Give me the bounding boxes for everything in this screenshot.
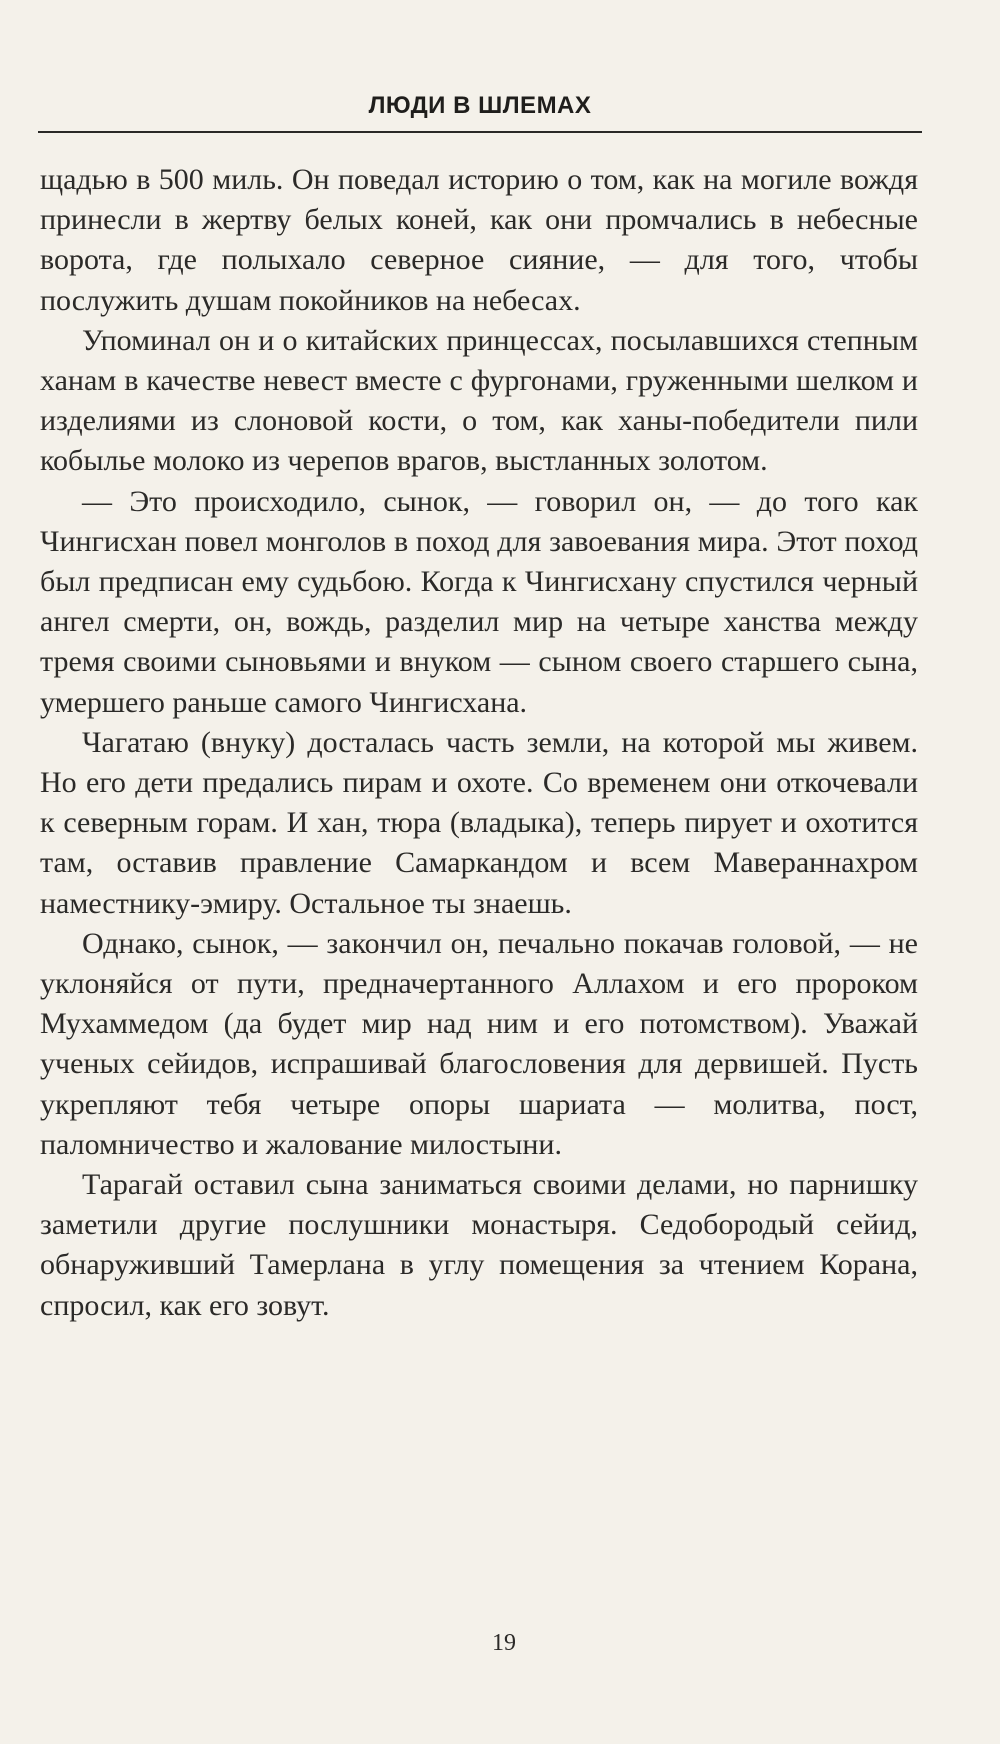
paragraph-2: Упоминал он и о китайских принцессах, посылавшихся степным ханам в качестве невест вместе с фургонами, груженными шелком и изделиями из слоновой кости, о том, как ханы-победители пили кобылье молоко из черепов врагов, выстланных золотом. (40, 323, 918, 478)
paragraph-5: Однако, сынок, — закончил он, печально покачав головой, — не уклоняйся от пути, предначертанного Аллахом и его пророком Мухаммедом (да будет мир над ним и его потомством). Уважай ученых сейидов, испрашивай благословения для дервишей. Пусть укрепляют тебя четыре опоры шариата — молитва, пост, паломничество и жалование милостыни. (40, 926, 918, 1161)
running-title: ЛЮДИ В ШЛЕМАХ (368, 92, 592, 119)
paragraph-6: Тарагай оставил сына заниматься своими делами, но парнишку заметили другие послушники монастыря. Седобородый сейид, обнаруживший Тамерлана в углу помещения за чтением Корана, спросил, как его зовут. (40, 1168, 918, 1322)
body-text (40, 160, 918, 1326)
paragraph-4: Чагатаю (внуку) досталась часть земли, на которой мы живем. Но его дети предались пирам и охоте. Со временем они откочевали к северным горам. И хан, тюра (владыка), теперь пирует и охотится там, оставив правление Самаркандом и всем Мавераннахром наместнику-эмиру. Остальное ты знаешь. (40, 725, 918, 920)
page-number: 19 (492, 1630, 516, 1656)
paragraph-1: щадью в 500 миль. Он поведал историю о том, как на могиле вождя принесли в жертву белых коней, как они промчались в небесные ворота, где полыхало северное сияние, — для того, чтобы послужить душам покойников на небесах. (40, 163, 918, 317)
paragraph-3: — Это происходило, сынок, — говорил он, — до того как Чингисхан повел монголов в поход для завоевания мира. Этот поход был предписан ему судьбою. Когда к Чингисхану спустился черный ангел смерти, он, вождь, разделил мир на четыре ханства между тремя своими сыновьями и внуком — сыном своего старшего сына, умершего раньше самого Чингисхана. (40, 484, 918, 719)
header-rule (38, 131, 922, 133)
